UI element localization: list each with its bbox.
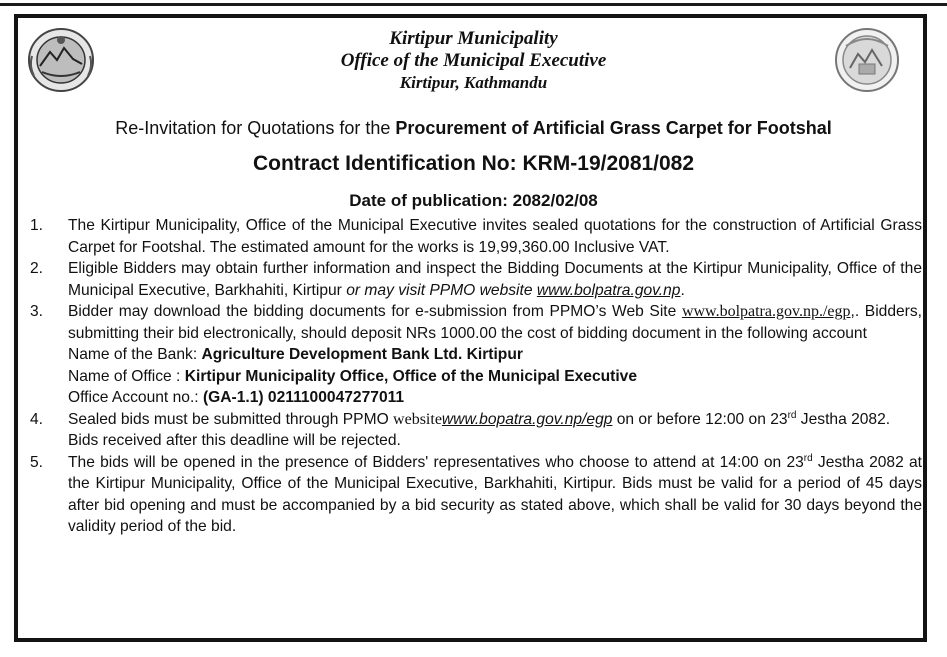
office-line bbox=[68, 366, 922, 388]
notice-title bbox=[0, 118, 947, 139]
account-value: (GA-1.1) 0211100047277011 bbox=[202, 389, 405, 406]
office-name: Office of the Municipal Executive bbox=[340, 50, 607, 71]
account-label: Office Account no.: bbox=[68, 389, 203, 406]
top-rule bbox=[0, 3, 947, 6]
bank-value: Agriculture Development Bank Ltd. Kirtipur bbox=[201, 346, 523, 363]
item-text: Eligible Bidders may obtain further information and inspect the Bidding Documents at the Kirtipur Municipality, Office of the Municipal Executive, Barkhahiti, Kirtipur bbox=[68, 260, 922, 299]
office-address: Kirtipur, Kathmandu bbox=[399, 73, 548, 92]
item-number: 1. bbox=[30, 217, 44, 234]
item-text: The Kirtipur Municipality, Office of the Municipal Executive invites sealed quotations for the construction of Artificial Grass Carpet for Footshal. The estimated amount for the works is 19,99,360.00 Inclusive VAT. bbox=[68, 217, 922, 256]
publication-date: Date of publication: 2082/02/08 bbox=[349, 191, 598, 210]
list-item bbox=[30, 409, 922, 452]
bank-label: Name of the Bank: bbox=[68, 346, 202, 363]
egp-submission-link[interactable]: www.bopatra.gov.np/egp bbox=[441, 410, 613, 428]
notice-title-subject: Procurement of Artificial Grass Carpet for Footshal bbox=[395, 118, 832, 138]
bolpatra-link[interactable]: www.bolpatra.gov.np bbox=[536, 281, 681, 299]
contract-id: Contract Identification No: KRM-19/2081/082 bbox=[252, 152, 695, 175]
list-item bbox=[30, 452, 922, 538]
website-word: website bbox=[393, 410, 442, 428]
item-paragraph bbox=[68, 301, 922, 344]
item-text: Jestha 2082 at the Kirtipur Municipality, Office of the Municipal Executive, Barkhahiti, Kirtipur. Bids must be valid for a period of 45 days after bid opening and must be accompanied by a bid security as stated above, which shall be valid for 30 days beyond the validity period of the bid. bbox=[68, 453, 922, 535]
ordinal-suffix: rd bbox=[803, 452, 813, 464]
bank-line bbox=[68, 344, 922, 366]
office-value: Kirtipur Municipality Office, Office of the Municipal Executive bbox=[184, 367, 638, 385]
office-label: Name of Office : bbox=[68, 367, 185, 385]
notice-items bbox=[30, 215, 922, 538]
item-text: Sealed bids must be submitted through PPMO bbox=[68, 410, 394, 428]
item-text: The bids will be opened in the presence of Bidders' representatives who choose to attend at 14:00 on 23 bbox=[68, 453, 804, 471]
item-number: 2. bbox=[30, 260, 44, 277]
ordinal-suffix: rd bbox=[787, 409, 797, 421]
municipality-name: Kirtipur Municipality bbox=[389, 28, 558, 49]
item-text: ,. Bidders, submitting their bid electronically, should deposit NRs 1000.00 the cost of bidding document in the following account bbox=[68, 303, 923, 342]
item-text: on or before 12:00 on 23 bbox=[612, 410, 788, 428]
notice-title-prefix: Re-Invitation for Quotations for the bbox=[115, 118, 396, 138]
ppmo-website-note: or may visit PPMO website bbox=[346, 281, 533, 299]
account-line bbox=[68, 387, 922, 409]
item-text: Bidder may download the bidding documents for e-submission from PPMO’s Web Site bbox=[68, 303, 682, 320]
item-text: Jestha 2082. Bids received after this deadline will be rejected. bbox=[68, 410, 891, 449]
list-item bbox=[30, 301, 922, 409]
item-number: 4. bbox=[30, 410, 44, 428]
item-number: 5. bbox=[30, 453, 44, 471]
item-tail: . bbox=[680, 281, 685, 299]
list-item bbox=[30, 215, 922, 258]
list-item bbox=[30, 258, 922, 301]
item-number: 3. bbox=[30, 303, 44, 320]
egp-link[interactable]: www.bolpatra.gov.np./egp bbox=[681, 303, 851, 320]
